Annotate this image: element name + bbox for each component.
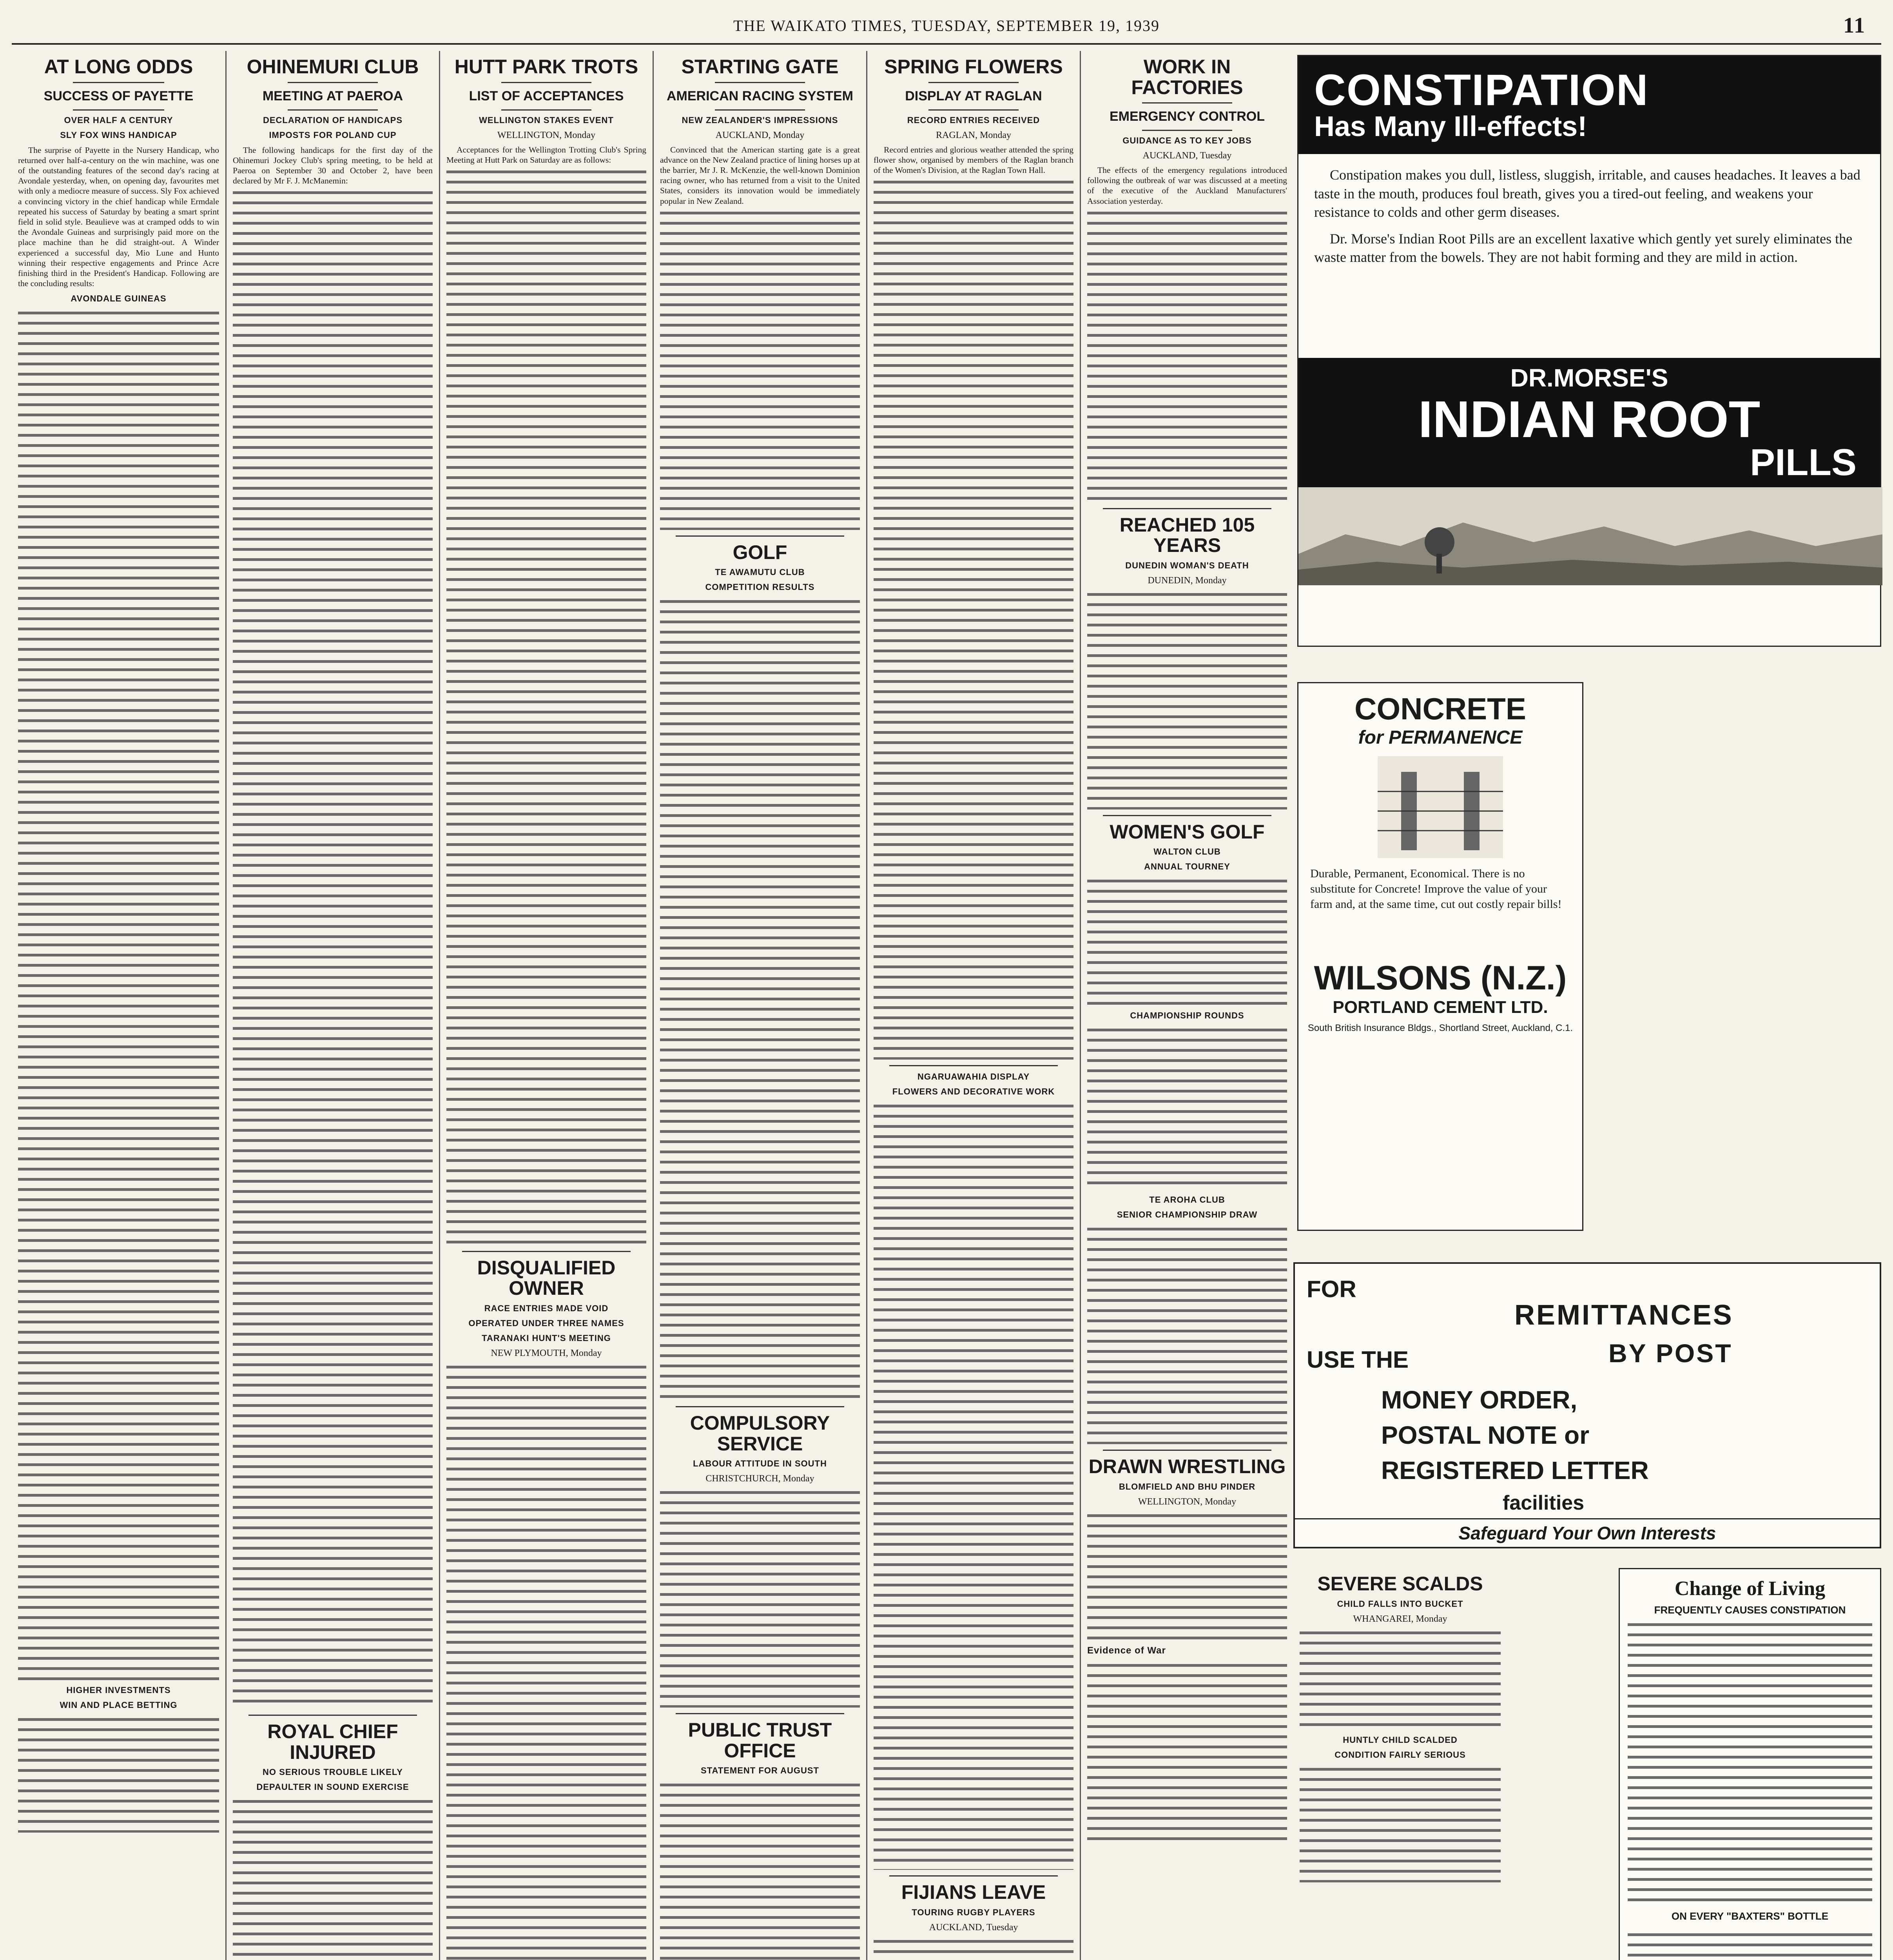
- col4-golf-sub: TE AWAMUTU CLUB: [715, 567, 805, 577]
- col6-reached-sub: DUNEDIN WOMAN'S DEATH: [1125, 560, 1249, 570]
- col2-royal-chief-headline: ROYAL CHIEF INJURED: [267, 1720, 398, 1763]
- severe-sub: CHILD FALLS INTO BUCKET: [1337, 1599, 1463, 1609]
- landscape-illustration: [1298, 487, 1882, 585]
- col5-fijians-headline: FIJIANS LEAVE: [901, 1881, 1046, 1904]
- col2-handicaps-text: [233, 188, 433, 1709]
- fence-post-illustration: [1378, 756, 1503, 858]
- col6-drawn-headline: DRAWN WRESTLING: [1088, 1455, 1286, 1478]
- col4-subhead-2: NEW ZEALANDER'S IMPRESSIONS: [682, 115, 838, 125]
- col4-compulsory-headline: COMPULSORY SERVICE: [690, 1412, 830, 1455]
- column-6: [1080, 51, 1293, 1960]
- ad-remit-line1: REMITTANCES: [1514, 1299, 1733, 1331]
- huntly-sub-2: CONDITION FAIRLY SERIOUS: [1335, 1749, 1466, 1760]
- col4-trust-sub: STATEMENT FOR AUGUST: [701, 1766, 819, 1776]
- col3-disq-dateline: NEW PLYMOUTH, Monday: [491, 1348, 602, 1358]
- ad-wilsons-brand: WILSONS (N.Z.): [1314, 959, 1567, 997]
- col4-headline: STARTING GATE: [681, 56, 839, 78]
- col3-acceptances-text: [446, 167, 646, 1245]
- col4-trust-headline: PUBLIC TRUST OFFICE: [688, 1719, 832, 1762]
- ad-brand-indian-root: INDIAN ROOT: [1418, 390, 1761, 448]
- col3-disq-sub-3: TARANAKI HUNT'S MEETING: [482, 1333, 611, 1343]
- ad-change-of-living: [1619, 1568, 1881, 1960]
- col6-aroha-sub: TE AROHA CLUB: [1149, 1195, 1225, 1205]
- masthead: [12, 8, 1881, 45]
- col3-subhead: LIST OF ACCEPTANCES: [469, 88, 624, 103]
- ad-change-title: Change of Living: [1674, 1577, 1826, 1600]
- column-2: [225, 51, 439, 1960]
- col1-higher-investments: HIGHER INVESTMENTS: [66, 1685, 171, 1695]
- ad-remit-use: USE THE: [1307, 1347, 1409, 1373]
- ad-remit-for: FOR: [1307, 1276, 1356, 1302]
- page-number: 11: [1843, 13, 1866, 38]
- col3-disq-headline: DISQUALIFIED OWNER: [477, 1256, 616, 1299]
- col5-headline: SPRING FLOWERS: [884, 56, 1063, 78]
- col1-win-place: WIN AND PLACE BETTING: [60, 1700, 178, 1710]
- column-5: [866, 51, 1080, 1960]
- col6-golf-sub: WALTON CLUB: [1153, 847, 1221, 857]
- ad-constipation-subtitle: Has Many Ill-effects!: [1314, 111, 1587, 143]
- col6-subhead-2: GUIDANCE AS TO KEY JOBS: [1122, 136, 1252, 145]
- col6-championship-sub: CHAMPIONSHIP ROUNDS: [1130, 1011, 1244, 1021]
- ad-brand-pills: PILLS: [1750, 441, 1857, 483]
- col6-drawn-dateline: WELLINGTON, Monday: [1138, 1496, 1237, 1507]
- col5-paragraph: Record entries and glorious weather attended the spring flower show, organised by members of the Raglan branch of the Women's Division, at the Raglan Town Hall.: [874, 145, 1073, 175]
- masthead-title: THE WAIKATO TIMES, TUESDAY, SEPTEMBER 19, 1939: [733, 16, 1160, 34]
- col4-dateline: AUCKLAND, Monday: [715, 130, 805, 140]
- col6-aroha-sub-2: SENIOR CHAMPIONSHIP DRAW: [1117, 1210, 1258, 1220]
- ad-constipation: [1297, 55, 1881, 647]
- col5-subhead-2: RECORD ENTRIES RECEIVED: [907, 115, 1040, 125]
- column-1: [12, 51, 225, 1960]
- col4-subhead: AMERICAN RACING SYSTEM: [666, 88, 854, 103]
- ad-brand-dr-morses: DR.MORSE'S: [1510, 364, 1668, 392]
- col1-subhead: SUCCESS OF PAYETTE: [44, 88, 194, 103]
- ad-constipation-text-2: Dr. Morse's Indian Root Pills are an excellent laxative which gently yet surely eliminates the waste matter from the bowels. They are not habit forming and they are mild in action.: [1314, 230, 1853, 265]
- ad-concrete-title: CONCRETE: [1354, 691, 1526, 726]
- ad-change-baxters: ON EVERY "BAXTERS" BOTTLE: [1671, 1910, 1829, 1922]
- ad-remittances: [1293, 1262, 1881, 1548]
- col2-royal-sub: NO SERIOUS TROUBLE LIKELY: [263, 1767, 403, 1777]
- ad-remit-registered-letter: REGISTERED LETTER: [1381, 1456, 1649, 1485]
- col3-disq-sub: RACE ENTRIES MADE VOID: [484, 1303, 609, 1313]
- severe-headline: SEVERE SCALDS: [1317, 1573, 1483, 1595]
- ad-constipation-title: CONSTIPATION: [1314, 65, 1649, 115]
- column-3: [439, 51, 653, 1960]
- col1-results-text: [18, 309, 219, 1681]
- col4-paragraph: Convinced that the American starting gate is a great advance on the New Zealand practice of lining horses up at the barrier, Mr J. R. McKenzie, the well-known Dominion racing owner, who has returned from a visit to the United States, considers its innovation would be immediately popular in New Zealand.: [660, 145, 860, 206]
- col1-paragraph: The surprise of Payette in the Nursery Handicap, who returned over half-a-century on the win machine, was one of the outstanding features of the second day's racing at Avondale yesterday, when, on opening day, favourites met with only a mediocre measure of success. Sly Fox achieved a convincing victory in the chief handicap while Ermdale repeated his success of Saturday by beating a smart sprint field in solid style. Beaulieve was at cramped odds to win the Avondale Guineas and surprisingly paid more on the place machine than he did straight-out. A Winder experienced a successful day, Mio Lune and Hunto winning their respective engagements and Prince Acre finishing third in the President's Handicap. Following are the concluding results:: [18, 145, 219, 289]
- col6-subhead: EMERGENCY CONTROL: [1109, 109, 1265, 124]
- col5-fijians-sub: TOURING RUGBY PLAYERS: [912, 1907, 1035, 1917]
- col6-reached-dateline: DUNEDIN, Monday: [1148, 575, 1227, 586]
- col6-reached-headline: REACHED 105 YEARS: [1119, 514, 1255, 557]
- col5-ngaruawahia-sub: NGARUAWAHIA DISPLAY: [917, 1072, 1030, 1082]
- col2-headline: OHINEMURI CLUB: [247, 56, 419, 78]
- col1-subhead-3: SLY FOX WINS HANDICAP: [60, 130, 177, 140]
- ad-concrete-subtitle: for PERMANENCE: [1358, 727, 1523, 748]
- ad-remit-tagline: Safeguard Your Own Interests: [1295, 1518, 1880, 1547]
- severe-scalds-article: [1293, 1568, 1507, 1960]
- col2-subhead-2: DECLARATION OF HANDICAPS: [263, 115, 403, 125]
- col3-headline: HUTT PARK TROTS: [454, 56, 638, 78]
- col1-subhead-2: OVER HALF A CENTURY: [64, 115, 173, 125]
- ad-remit-postal-note: POSTAL NOTE or: [1381, 1421, 1589, 1449]
- huntly-sub: HUNTLY CHILD SCALDED: [1343, 1735, 1458, 1745]
- col5-dateline: RAGLAN, Monday: [936, 130, 1011, 140]
- ad-wilsons-brand-2: PORTLAND CEMENT LTD.: [1333, 998, 1548, 1017]
- col1-avondale: AVONDALE GUINEAS: [71, 293, 167, 303]
- ad-concrete-text: Durable, Permanent, Economical. There is no substitute for Concrete! Improve the value of your farm and, at the same time, cut out costly repair bills!: [1310, 867, 1562, 911]
- col2-royal-sub-2: DEPAULTER IN SOUND EXERCISE: [256, 1782, 409, 1792]
- col3-disq-sub-2: OPERATED UNDER THREE NAMES: [468, 1318, 624, 1328]
- col4-compulsory-dateline: CHRISTCHURCH, Monday: [705, 1474, 814, 1484]
- col6-drawn-sub: BLOMFIELD AND BHU PINDER: [1119, 1481, 1256, 1492]
- ad-concrete: [1297, 682, 1583, 1231]
- col6-golf-sub-2: ANNUAL TOURNEY: [1144, 862, 1230, 872]
- col2-subhead: MEETING AT PAEROA: [262, 88, 403, 103]
- col5-subhead: DISPLAY AT RAGLAN: [905, 88, 1042, 103]
- col6-dateline: AUCKLAND, Tuesday: [1142, 151, 1232, 161]
- ad-remit-facilities: facilities: [1503, 1492, 1585, 1514]
- col6-headline: WORK IN FACTORIES: [1131, 56, 1243, 98]
- col3-subhead-2: WELLINGTON STAKES EVENT: [479, 115, 614, 125]
- ad-remit-money-order: MONEY ORDER,: [1381, 1386, 1578, 1414]
- col6-paragraph: The effects of the emergency regulations introduced following the outbreak of war was discussed at a meeting of the executive of the Auckland Manufacturers' Association yesterday.: [1087, 165, 1287, 206]
- ad-change-sub: FREQUENTLY CAUSES CONSTIPATION: [1654, 1604, 1846, 1616]
- severe-dateline: WHANGAREI, Monday: [1353, 1613, 1447, 1624]
- ad-wilsons-address: South British Insurance Bldgs., Shortland Street, Auckland, C.1.: [1307, 1023, 1573, 1033]
- col4-compulsory-sub: LABOUR ATTITUDE IN SOUTH: [693, 1459, 827, 1469]
- col4-golf-sub-2: COMPETITION RESULTS: [705, 582, 815, 592]
- col6-golf-headline: WOMEN'S GOLF: [1110, 820, 1265, 843]
- col3-paragraph: Acceptances for the Wellington Trotting Club's Spring Meeting at Hutt Park on Saturday are as follows:: [446, 145, 646, 165]
- col6-evidence: Evidence of War: [1087, 1645, 1166, 1656]
- col2-subhead-3: IMPOSTS FOR POLAND CUP: [269, 130, 397, 140]
- column-4: [653, 51, 866, 1960]
- col5-fijians-dateline: AUCKLAND, Tuesday: [929, 1922, 1018, 1933]
- col1-headline: AT LONG ODDS: [44, 56, 193, 78]
- ad-remit-line2: BY POST: [1608, 1339, 1733, 1368]
- col5-ngaruawahia-sub-2: FLOWERS AND DECORATIVE WORK: [892, 1087, 1055, 1097]
- col4-golf-headline: GOLF: [733, 541, 787, 563]
- col3-dateline: WELLINGTON, Monday: [497, 130, 596, 140]
- col2-paragraph: The following handicaps for the first day of the Ohinemuri Jockey Club's spring meeting, to be held at Paeroa on September 30 and October 2, have been declared by Mr F. J. McManemin:: [233, 145, 433, 186]
- ad-constipation-text-1: Constipation makes you dull, listless, sluggish, irritable, and causes headaches. It leaves a bad taste in the mouth, produces foul breath, gives you a tired-out feeling, and weakens your resistance to colds and other germ diseases.: [1314, 167, 1860, 220]
